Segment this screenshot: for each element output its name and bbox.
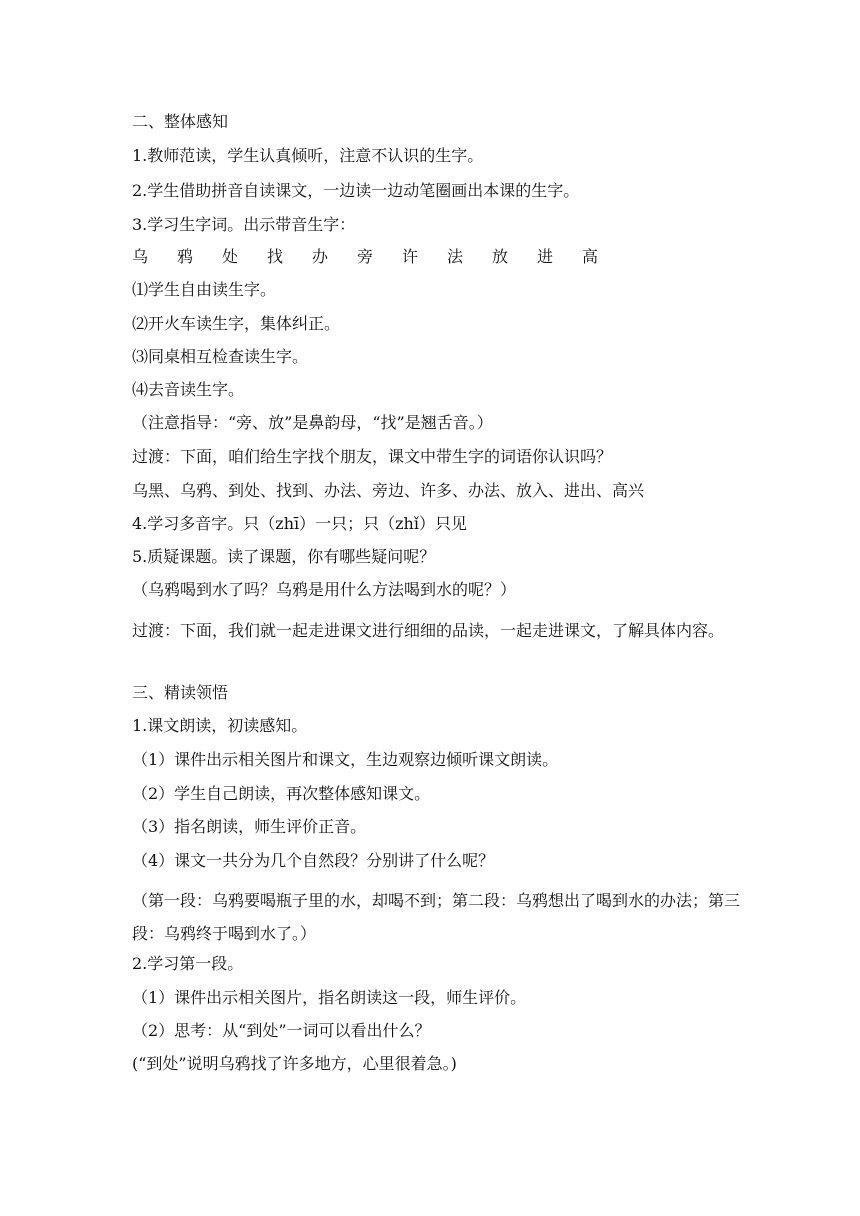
- text-line: 2.学生借助拼音自读课文，一边读一边动笔圈画出本课的生字。: [132, 181, 580, 200]
- character: 旁: [357, 247, 374, 266]
- character: 处: [222, 247, 239, 266]
- text-line: ⑴学生自由读生字。: [132, 280, 277, 299]
- text-line: （乌鸦喝到水了吗？乌鸦是用什么方法喝到水的呢？）: [132, 580, 517, 599]
- text-line: （3）指名朗读，师生评价正音。: [132, 817, 367, 836]
- character: 高: [582, 247, 599, 266]
- character: 放: [492, 247, 509, 266]
- text-line: (“到处”说明乌鸦找了许多地方，心里很着急。): [132, 1054, 457, 1073]
- character-list: [132, 247, 742, 267]
- text-line: 4.学习多音字。只（zhī）一只；只（zhǐ）只见: [132, 514, 467, 533]
- character: 法: [447, 247, 464, 266]
- text-line: 1.教师范读，学生认真倾听，注意不认识的生字。: [132, 146, 484, 165]
- character: 鸦: [177, 247, 194, 266]
- text-line: ⑷去音读生字。: [132, 380, 245, 399]
- text-line: 5.质疑课题。读了课题，你有哪些疑问呢？: [132, 547, 436, 566]
- text-line: （4）课文一共分为几个自然段？分别讲了什么呢？: [132, 851, 495, 870]
- character: 找: [267, 247, 284, 266]
- text-line: ⑶同桌相互检查读生字。: [132, 347, 309, 366]
- character: 许: [402, 247, 419, 266]
- text-line: 1.课文朗读，初读感知。: [132, 716, 308, 735]
- text-line: （第一段：乌鸦要喝瓶子里的水，却喝不到；第二段：乌鸦想出了喝到水的办法；第三段：乌鸦终于喝到水了。）: [132, 891, 741, 943]
- text-line: 3.学习生字词。出示带音生字：: [132, 215, 356, 234]
- text-line: 过渡：下面，我们就一起走进课文进行细细的品读，一起走进课文，了解具体内容。: [132, 621, 725, 640]
- heading-overall-perception: 二、整体感知: [132, 112, 229, 131]
- text-line: （注意指导：“旁、放”是鼻韵母，“找”是翘舌音。）: [132, 413, 493, 432]
- text-line: （1）课件出示相关图片，指名朗读这一段，师生评价。: [132, 988, 527, 1007]
- text-line: 乌黑、乌鸦、到处、找到、办法、旁边、许多、办法、放入、进出、高兴: [132, 481, 645, 500]
- text-line: （1）课件出示相关图片和课文，生边观察边倾听课文朗读。: [132, 750, 559, 769]
- character: 办: [312, 247, 329, 266]
- text-line: 2.学习第一段。: [132, 954, 244, 973]
- heading-close-reading: 三、精读领悟: [132, 683, 229, 702]
- text-line: （2）思考：从“到处”一词可以看出什么？: [132, 1021, 431, 1040]
- character: 进: [537, 247, 554, 266]
- text-line: 过渡：下面，咱们给生字找个朋友，课文中带生字的词语你认识吗？: [132, 447, 613, 466]
- text-line: （2）学生自己朗读，再次整体感知课文。: [132, 784, 431, 803]
- character: 乌: [132, 247, 149, 266]
- text-line: ⑵开火车读生字，集体纠正。: [132, 314, 341, 333]
